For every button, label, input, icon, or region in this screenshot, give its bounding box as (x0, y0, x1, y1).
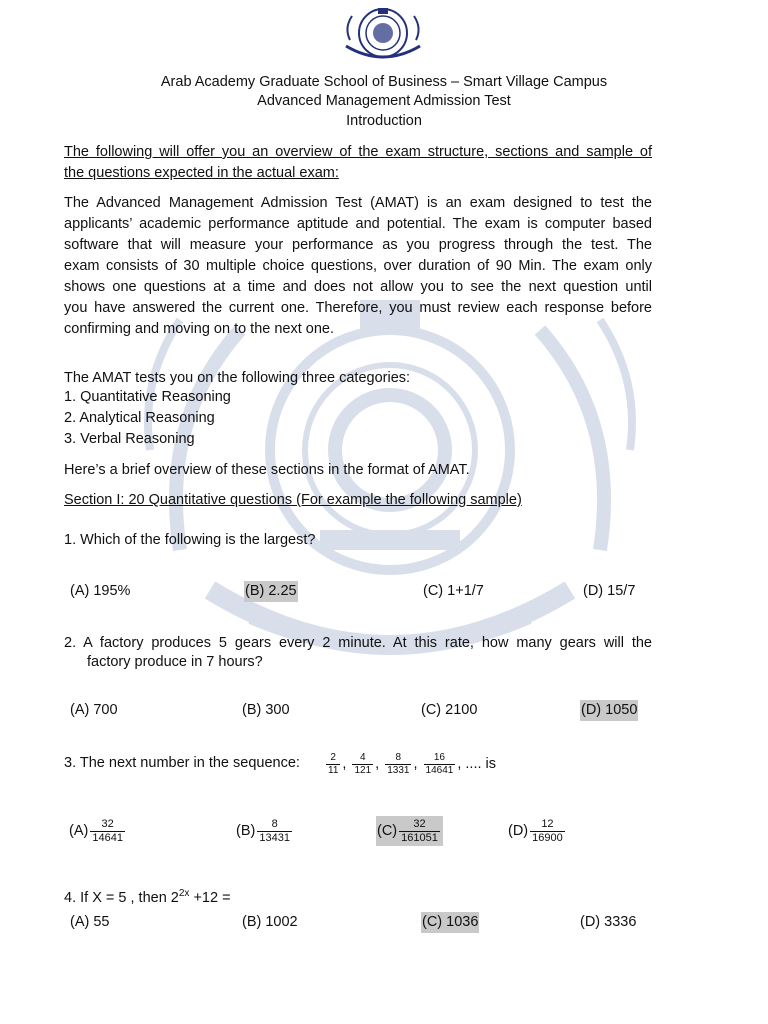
question-3-text: 3. The next number in the sequence: (64, 755, 300, 771)
q3-sequence: $\frac{2}{11}$ , $\frac{4}{121}$ , $\frac{8}{1331}$ , $\frac{16}{14641}$ , .... is (328, 751, 496, 776)
intro-line-3: software that will measure your performance as you progress through the test. The (64, 237, 652, 253)
q3-option-b: (B) $\frac{8}{13431}$ (236, 817, 290, 844)
intro-line-6: you have answered the current one. Therefore, you must review each response before (64, 300, 652, 316)
question-2-line-1: 2. A factory produces 5 gears every 2 minute. At this rate, how many gears will the (64, 635, 652, 651)
q4-option-d: (D) 3336 (580, 914, 637, 930)
q3-option-c: (C) $\frac{32}{161051}$ (376, 816, 443, 846)
brief-overview: Here’s a brief overview of these sections in the format of AMAT. (64, 462, 470, 478)
q3-option-a: (A) $\frac{32}{14641}$ (69, 817, 123, 844)
q2-option-b: (B) 300 (242, 702, 290, 718)
category-item: 2. Analytical Reasoning (64, 410, 215, 426)
q4-option-a: (A) 55 (70, 914, 110, 930)
category-item: 1. Quantitative Reasoning (64, 389, 231, 405)
q4-option-c: (C) 1036 (421, 912, 479, 933)
q3-option-d: (D) $\frac{12}{16900}$ (508, 817, 563, 844)
categories-intro: The AMAT tests you on the following three categories: (64, 370, 411, 386)
question-1-text: 1. Which of the following is the largest? (64, 532, 316, 548)
overview-heading-line-2: the questions expected in the actual exam: (64, 165, 339, 181)
intro-line-5: shows one questions at a time and does not allow you to see the next question until (64, 279, 652, 295)
q1-option-a: (A) 195% (70, 583, 131, 599)
intro-line-1: The Advanced Management Admission Test (AMAT) is an exam designed to test the (64, 195, 652, 211)
q2-option-c: (C) 2100 (421, 702, 478, 718)
q4-option-b: (B) 1002 (242, 914, 298, 930)
q3-seq-fraction: $\frac{8}{1331}$ (387, 751, 410, 776)
q1-option-b: (B) 2.25 (244, 581, 298, 602)
q2-option-d: (D) 1050 (580, 700, 638, 721)
q3-seq-fraction: $\frac{2}{11}$ (328, 751, 339, 776)
header-line-2: Advanced Management Admission Test (257, 93, 511, 109)
header-line-3: Introduction (346, 113, 422, 129)
section-1-heading: Section I: 20 Quantitative questions (For example the following sample) (64, 492, 522, 508)
q3-seq-fraction: $\frac{16}{14641}$ (425, 751, 454, 776)
overview-heading-line-1: The following will offer you an overview of the exam structure, sections and sample of (64, 144, 652, 160)
intro-line-4: exam consists of 30 multiple choice questions, over duration of 90 Min. The exam only (64, 258, 652, 274)
question-4-text: 4. If X = 5 , then $2^{2x} +12$ = (64, 888, 231, 906)
academy-logo (340, 6, 426, 64)
intro-line-2: applicants’ academic performance aptitude and potential. The exam is computer based (64, 216, 652, 232)
intro-line-7: confirming and moving on to the next one. (64, 321, 335, 337)
header-line-1: Arab Academy Graduate School of Business – Smart Village Campus (160, 74, 608, 90)
question-2-line-2: factory produce in 7 hours? (87, 654, 263, 670)
q2-option-a: (A) 700 (70, 702, 118, 718)
q1-option-c: (C) 1+1/7 (423, 583, 484, 599)
q1-option-d: (D) 15/7 (583, 583, 636, 599)
category-item: 3. Verbal Reasoning (64, 431, 195, 447)
q3-sequence-tail: , .... is (457, 756, 496, 772)
q3-seq-fraction: $\frac{4}{121}$ (354, 751, 372, 776)
